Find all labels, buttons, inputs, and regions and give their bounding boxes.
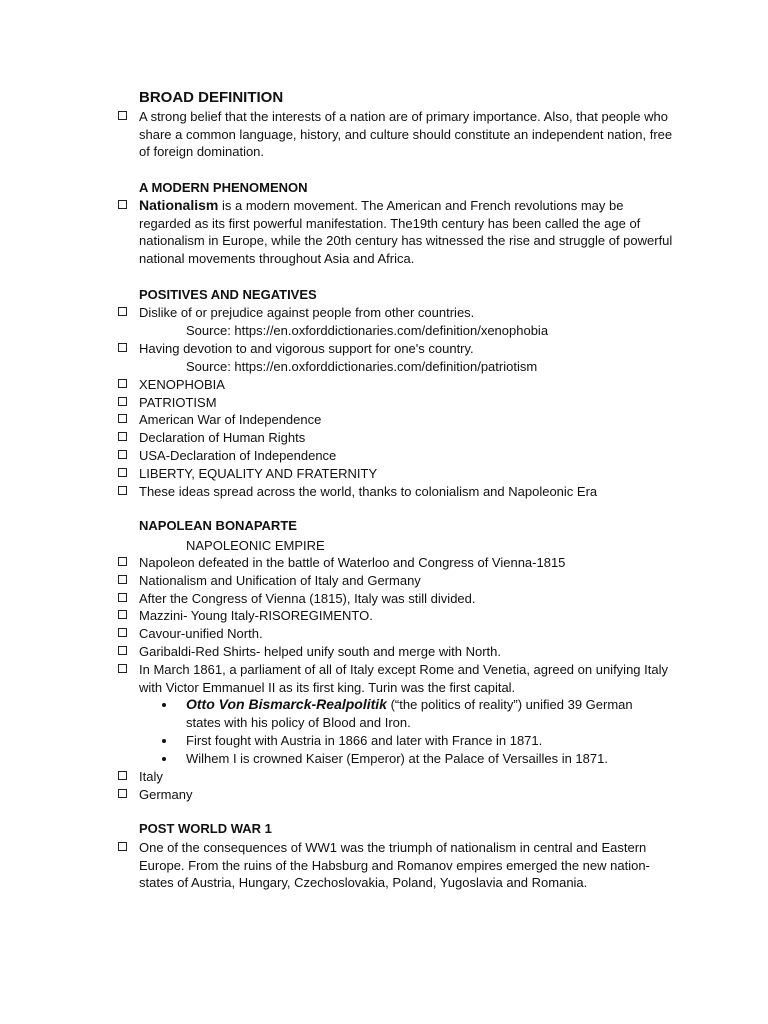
checklist-item — [118, 768, 678, 786]
checkbox-icon[interactable] — [118, 593, 127, 602]
item-text: These ideas spread across the world, thanks to colonialism and Napoleonic Era — [139, 484, 598, 499]
item-text: XENOPHOBIA — [139, 377, 225, 392]
checklist-item — [118, 304, 678, 322]
checkbox-icon[interactable] — [118, 468, 127, 477]
checkbox-icon[interactable] — [118, 610, 127, 619]
bullet-item — [162, 750, 662, 768]
item-text: In March 1861, a parliament of all of Italy except Rome and Venetia, agreed on unifying Italy with Victor Emmanuel II as its first king. Turin was the first capital. — [139, 662, 668, 695]
item-text: Dislike of or prejudice against people from other countries. — [139, 305, 475, 320]
checkbox-icon[interactable] — [118, 771, 127, 780]
bullet-dot-icon — [162, 703, 166, 707]
checklist-item — [118, 607, 678, 625]
checklist-item — [118, 643, 678, 661]
checklist-item — [118, 340, 678, 358]
checkbox-icon[interactable] — [118, 486, 127, 495]
bullet-item — [162, 696, 662, 731]
checklist-item — [118, 411, 678, 429]
bullet-text — [186, 696, 662, 731]
nationalism-description: is a modern movement. The American and French revolutions may be regarded as its first powerful manifestation. The19th century has been called the age of nationalism in Europe, while the 20th century has witnessed the rise and struggle of powerful national movements throughout Asia and Africa. — [139, 198, 673, 266]
heading-broad-definition: BROAD DEFINITION — [139, 89, 284, 106]
nationalism-term: Nationalism — [139, 197, 219, 213]
checkbox-icon[interactable] — [118, 307, 127, 316]
checklist-item — [118, 661, 678, 696]
checklist-item — [118, 394, 678, 412]
item-text: Garibaldi-Red Shirts- helped unify south and merge with North. — [139, 644, 502, 659]
bullet-dot-icon — [162, 757, 166, 761]
checklist-item — [118, 376, 678, 394]
item-text: A strong belief that the interests of a nation are of primary importance. Also, that people who share a common language, history, and culture should constitute an independent nation, free of foreign domination. — [139, 109, 673, 159]
bullet-text: Wilhem I is crowned Kaiser (Emperor) at the Palace of Versailles in 1871. — [186, 751, 608, 766]
checkbox-icon[interactable] — [118, 432, 127, 441]
checkbox-icon[interactable] — [118, 575, 127, 584]
item-text: American War of Independence — [139, 412, 322, 427]
checkbox-icon[interactable] — [118, 397, 127, 406]
item-text: Napoleon defeated in the battle of Waterloo and Congress of Vienna-1815 — [139, 555, 566, 570]
checkbox-icon[interactable] — [118, 200, 127, 209]
checklist-item — [118, 483, 678, 501]
bullet-text: First fought with Austria in 1866 and later with France in 1871. — [186, 733, 543, 748]
item-text: Italy — [139, 769, 163, 784]
source-patriotism: Source: https://en.oxforddictionaries.com/definition/patriotism — [186, 359, 538, 374]
heading-positives-negatives: POSITIVES AND NEGATIVES — [139, 287, 317, 302]
checkbox-icon[interactable] — [118, 379, 127, 388]
item-text: Germany — [139, 787, 193, 802]
checklist-item — [118, 429, 678, 447]
item-text: Declaration of Human Rights — [139, 430, 306, 445]
checklist-item — [118, 447, 678, 465]
heading-post-ww1: POST WORLD WAR 1 — [139, 821, 272, 836]
checklist-item — [118, 108, 678, 161]
item-text: USA-Declaration of Independence — [139, 448, 337, 463]
checkbox-icon[interactable] — [118, 557, 127, 566]
item-text: Nationalism and Unification of Italy and Germany — [139, 573, 421, 588]
item-text — [139, 197, 678, 267]
heading-modern-phenomenon: A MODERN PHENOMENON — [139, 180, 308, 195]
checkbox-icon[interactable] — [118, 414, 127, 423]
bullet-item — [162, 732, 662, 750]
checklist-item — [118, 197, 678, 267]
item-text: LIBERTY, EQUALITY AND FRATERNITY — [139, 466, 378, 481]
bismarck-description: (“the politics of reality”) unified 39 German states with his policy of Blood and Iron. — [186, 697, 633, 730]
heading-napoleon: NAPOLEAN BONAPARTE — [139, 518, 297, 533]
checkbox-icon[interactable] — [118, 450, 127, 459]
checklist-item — [118, 625, 678, 643]
item-text: After the Congress of Vienna (1815), Italy was still divided. — [139, 591, 476, 606]
checkbox-icon[interactable] — [118, 343, 127, 352]
bullet-dot-icon — [162, 739, 166, 743]
checkbox-icon[interactable] — [118, 628, 127, 637]
item-text: PATRIOTISM — [139, 395, 217, 410]
item-text: Having devotion to and vigorous support for one's country. — [139, 341, 474, 356]
bismarck-term: Otto Von Bismarck-Realpolitik — [186, 696, 387, 712]
item-text: One of the consequences of WW1 was the triumph of nationalism in central and Eastern Europe. From the ruins of the Habsburg and Romanov empires emerged the new nation-states of Austria, Hungary, Czechoslovakia, Poland, Yugoslavia and Romania. — [139, 840, 650, 890]
checkbox-icon[interactable] — [118, 664, 127, 673]
source-xenophobia: Source: https://en.oxforddictionaries.com/definition/xenophobia — [186, 323, 549, 338]
checkbox-icon[interactable] — [118, 646, 127, 655]
checklist-item — [118, 786, 678, 804]
checklist-item — [118, 554, 678, 572]
checkbox-icon[interactable] — [118, 789, 127, 798]
checkbox-icon[interactable] — [118, 842, 127, 851]
subheading-napoleonic-empire: NAPOLEONIC EMPIRE — [186, 538, 325, 553]
checklist-item — [118, 465, 678, 483]
item-text: Cavour-unified North. — [139, 626, 263, 641]
checklist-item — [118, 572, 678, 590]
checklist-item — [118, 590, 678, 608]
checkbox-icon[interactable] — [118, 111, 127, 120]
item-text: Mazzini- Young Italy-RISOREGIMENTO. — [139, 608, 373, 623]
checklist-item — [118, 839, 678, 892]
